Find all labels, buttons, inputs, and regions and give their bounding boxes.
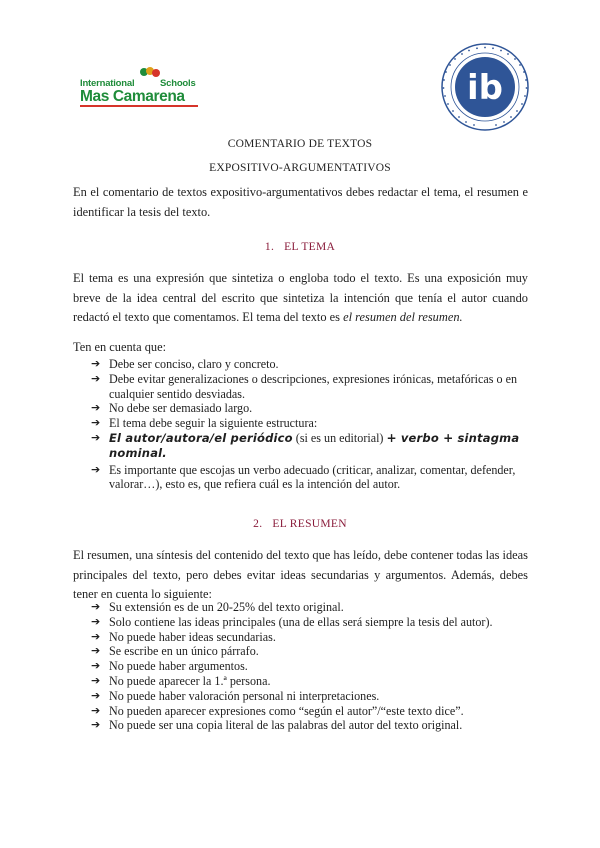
intro-paragraph: En el comentario de textos expositivo-argumentativos debes redactar el tema, el resumen e identificar la tesis del texto.: [73, 185, 528, 219]
section-heading-tema: [0, 241, 600, 253]
list-item: ➔ No puede ser una copia literal de las palabras del autor del texto original.: [91, 718, 463, 733]
structure-verb: verbo: [396, 430, 444, 445]
arrow-icon: ➔: [91, 718, 101, 732]
arrow-icon: ➔: [91, 430, 101, 444]
list-item: ➔ No puede haber ideas secundarias.: [91, 629, 276, 644]
arrow-icon: ➔: [91, 673, 101, 687]
list-item: ➔ El tema debe seguir la siguiente estructura:: [91, 416, 318, 431]
arrow-icon: ➔: [91, 600, 101, 613]
ib-seal-letters: ib: [467, 68, 503, 108]
arrow-icon: ➔: [91, 401, 101, 415]
logo-text-international: International: [80, 78, 135, 89]
tema-paragraph-text: El tema es una expresión que sintetiza o engloba todo el texto. Es una exposición muy breve de la idea central del escrito que sintetiza la intención que tenía el autor cuando redactó el texto que comentamos. El tema del texto es: [73, 271, 528, 324]
list-item: ➔ No debe ser demasiado largo.: [91, 401, 253, 416]
section-title: EL TEMA: [284, 241, 336, 253]
leaf-mark-icon: [138, 66, 162, 80]
list-item-structure: ➔ El autor/autora/el periódico (si es un editorial) + verbo + sintagma nominal.: [91, 430, 520, 460]
tema-paragraph: [73, 269, 528, 328]
arrow-icon: ➔: [91, 371, 101, 385]
arrow-icon: ➔: [91, 614, 101, 628]
arrow-icon: ➔: [91, 357, 101, 370]
section-heading-resumen: [0, 518, 600, 530]
arrow-icon: ➔: [91, 416, 101, 430]
tema-paragraph-emphasis: el resumen del resumen.: [343, 310, 463, 324]
tema-lead: Ten en cuenta que:: [73, 340, 167, 354]
list-item: ➔ Su extensión es de un 20-25% del texto original.: [91, 600, 344, 614]
ib-seal-icon: [440, 42, 530, 132]
list-item: ➔ No pueden aparecer expresiones como “según el autor”/“este texto dice”.: [91, 703, 464, 718]
logo-text-schools: Schools: [160, 78, 196, 89]
list-item: ➔ Se escribe en un único párrafo.: [91, 644, 259, 659]
arrow-icon: ➔: [91, 629, 101, 643]
list-item: ➔ No puede haber valoración personal ni interpretaciones.: [91, 688, 380, 703]
school-logo: [78, 66, 200, 110]
structure-note: (si es un editorial): [292, 430, 387, 445]
section-title: EL RESUMEN: [272, 518, 347, 530]
section-number: 1.: [264, 241, 275, 253]
list-item: ➔ No puede haber argumentos.: [91, 659, 248, 674]
document-title-line2: EXPOSITIVO-ARGUMENTATIVOS: [209, 162, 391, 174]
arrow-icon: ➔: [91, 703, 101, 717]
arrow-icon: ➔: [91, 462, 101, 476]
tema-list: [91, 357, 531, 492]
arrow-icon: ➔: [91, 659, 101, 673]
list-item: ➔ No puede aparecer la 1.ª persona.: [91, 673, 271, 688]
list-item: ➔ Debe ser conciso, claro y concreto.: [91, 357, 279, 371]
arrow-icon: ➔: [91, 644, 101, 658]
list-item: ➔ Solo contiene las ideas principales (una de ellas será siempre la tesis del autor).: [91, 614, 493, 629]
list-item: ➔ Es importante que escojas un verbo adecuado (criticar, analizar, comentar, defender, valorar…), esto es, que refiera cuál es la intención del autor.: [91, 462, 516, 492]
arrow-icon: ➔: [91, 688, 101, 702]
structure-rest: sintagma nominal.: [109, 430, 520, 460]
list-item: ➔ Debe evitar generalizaciones o descripciones, expresiones irónicas, metafóricas o en cualquier sentido desviadas.: [91, 371, 517, 401]
structure-subject: El autor/autora/el periódico: [109, 430, 293, 445]
resumen-paragraph: El resumen, una síntesis del contenido del texto que has leído, debe contener todas las ideas principales del texto, pero debes evitar ideas secundarias y argumentos. Además, debes tener en cuenta lo siguiente:: [73, 548, 528, 601]
logo-underline: [80, 105, 198, 107]
section-number: 2.: [253, 518, 263, 530]
document-title-line1: COMENTARIO DE TEXTOS: [227, 138, 373, 150]
resumen-list: [91, 600, 531, 733]
logo-text-mas-camarena: Mas Camarena: [80, 88, 185, 105]
